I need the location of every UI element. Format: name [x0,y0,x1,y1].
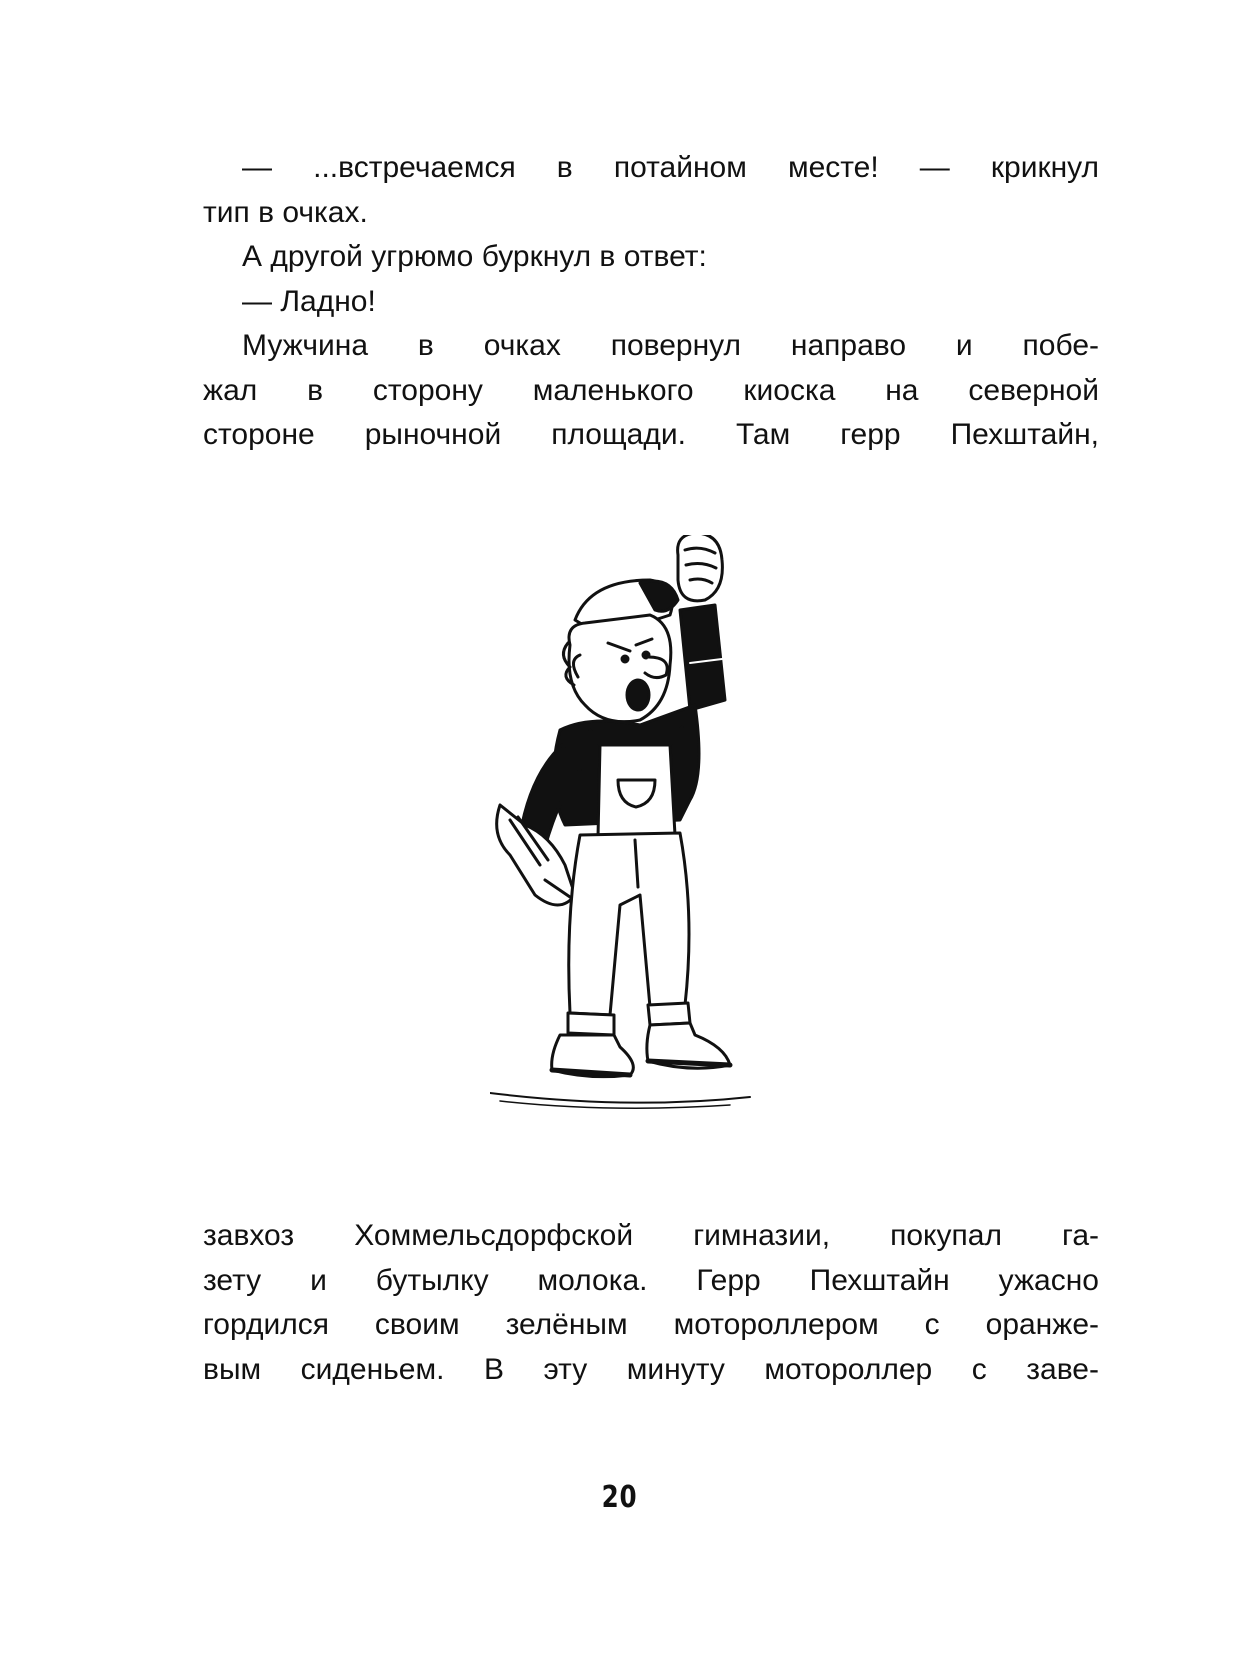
text-line: жал в сторону маленького киоска на северной [203,373,1099,407]
text-line: зету и бутылку молока. Герр Пехштайн ужасно [203,1263,1099,1297]
text-line: гордился своим зелёным мотороллером с оранже- [203,1308,1099,1341]
text-line: вым сиденьем. В эту минуту мотороллер с заве- [203,1352,1099,1386]
text-line: завхоз Хоммельсдорфской гимназии, покупал га- [203,1219,1099,1252]
text-line: тип в очках. [203,195,368,229]
text-line: А другой угрюмо буркнул в ответ: [242,240,707,273]
illustration-angry-man [490,535,780,1135]
text-block-bottom [203,1214,1099,1392]
text-line: Мужчина в очках повернул направо и побе- [242,329,1099,362]
text-line: стороне рыночной площади. Там герр Пехштайн, [203,418,1099,451]
text-block-top [203,146,1099,458]
page-number: 20 [601,1480,638,1515]
text-line: — ...встречаемся в потайном месте! — крикнул [242,151,1099,184]
text-line: — Ладно! [242,284,376,318]
